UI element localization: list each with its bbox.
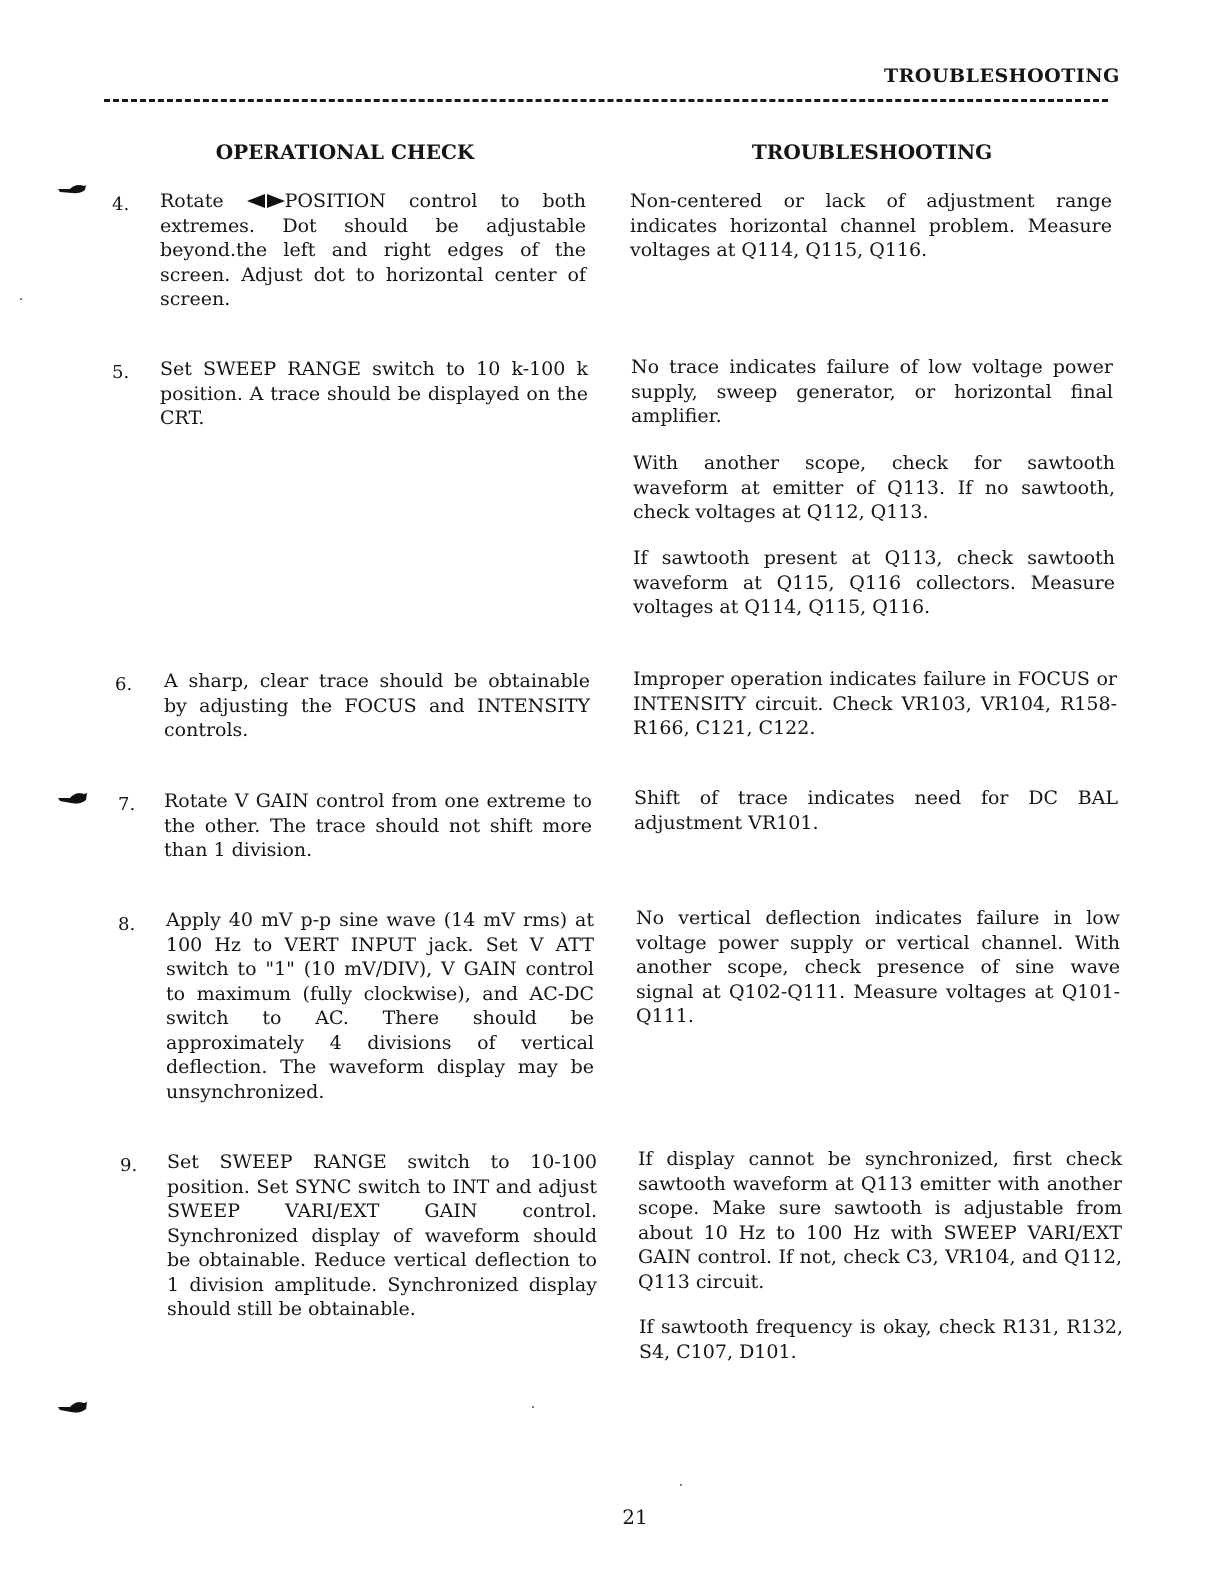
pointing-hand-icon: [56, 789, 90, 809]
step-4-check-before: Rotate: [160, 190, 224, 212]
step-number: 7.: [118, 794, 136, 815]
step-9-check: Set SWEEP RANGE switch to 10-100 position. Set SYNC switch to INT and adjust SWEEP VARI/EXT GAIN control. Synchronized display of waveform should be obtainable. Reduce vertical deflection to 1 division amplitude. Synchronized display should still be obtainable.: [167, 1151, 597, 1320]
step-5-troubleshooting-1: No trace indicates failure of low voltage power supply, sweep generator, or horizontal final amplifier.: [631, 356, 1113, 427]
column-heading-troubleshooting: TROUBLESHOOTING: [751, 140, 993, 164]
left-right-arrows-icon: [247, 194, 285, 208]
dashed-rule: [104, 99, 1108, 102]
step-6-check: A sharp, clear trace should be obtainable by adjusting the FOCUS and INTENSITY controls.: [164, 670, 590, 741]
speck: [532, 1406, 534, 1408]
step-9-troubleshooting-2: If sawtooth frequency is okay, check R131, R132, S4, C107, D101.: [639, 1316, 1123, 1363]
step-5-check: Set SWEEP RANGE switch to 10 k-100 k position. A trace should be displayed on the CRT.: [160, 358, 588, 429]
step-5-troubleshooting-3: If sawtooth present at Q113, check sawtooth waveform at Q115, Q116 collectors. Measure voltages at Q114, Q115, Q116.: [633, 547, 1115, 618]
step-number: 5.: [112, 362, 130, 383]
step-8-troubleshooting: No vertical deflection indicates failure in low voltage power supply or vertical channel. With another scope, check presence of sine wave signal at Q102-Q111. Measure voltages at Q101-Q111.: [636, 907, 1120, 1027]
speck: [20, 298, 22, 300]
step-number: 4.: [112, 194, 130, 215]
step-7-troubleshooting: Shift of trace indicates need for DC BAL adjustment VR101.: [634, 787, 1118, 834]
speck: [680, 1484, 682, 1486]
step-8-check: Apply 40 mV p-p sine wave (14 mV rms) at 100 Hz to VERT INPUT jack. Set V ATT switch to "1" (10 mV/DIV), V GAIN control to maximum (fully clockwise), and AC-DC switch to AC. There should be approximately 4 divisions of vertical deflection. The waveform display may be unsynchronized.: [166, 909, 594, 1103]
step-4-troubleshooting: Non-centered or lack of adjustment range indicates horizontal channel problem. Measure voltages at Q114, Q115, Q116.: [630, 190, 1112, 261]
step-6-troubleshooting: Improper operation indicates failure in FOCUS or INTENSITY circuit. Check VR103, VR104, R158-R166, C121, C122.: [633, 668, 1117, 739]
running-head-title: TROUBLESHOOTING: [884, 65, 1120, 87]
step-number: 8.: [118, 914, 136, 935]
step-4-check: [160, 189, 586, 312]
pointing-hand-icon: [56, 180, 90, 200]
step-5-troubleshooting-2: With another scope, check for sawtooth waveform at emitter of Q113. If no sawtooth, check voltages at Q112, Q113.: [633, 452, 1115, 523]
step-number: 9.: [120, 1155, 138, 1176]
step-9-troubleshooting-1: If display cannot be synchronized, first check sawtooth waveform at Q113 emitter with another scope. Make sure sawtooth is adjustable from about 10 Hz to 100 Hz with SWEEP VARI/EXT GAIN control. If not, check C3, VR104, and Q112, Q113 circuit.: [638, 1148, 1122, 1293]
page-number: 21: [622, 1505, 648, 1529]
step-7-check: Rotate V GAIN control from one extreme to the other. The trace should not shift more than 1 division.: [164, 790, 592, 861]
pointing-hand-icon: [56, 1398, 90, 1418]
step-4-check-after: POSITION control to both extremes. Dot should be adjustable beyond.the left and right edges of the screen. Adjust dot to horizontal center of screen.: [160, 190, 586, 310]
column-heading-operational-check: OPERATIONAL CHECK: [215, 140, 475, 164]
step-number: 6.: [115, 674, 133, 695]
